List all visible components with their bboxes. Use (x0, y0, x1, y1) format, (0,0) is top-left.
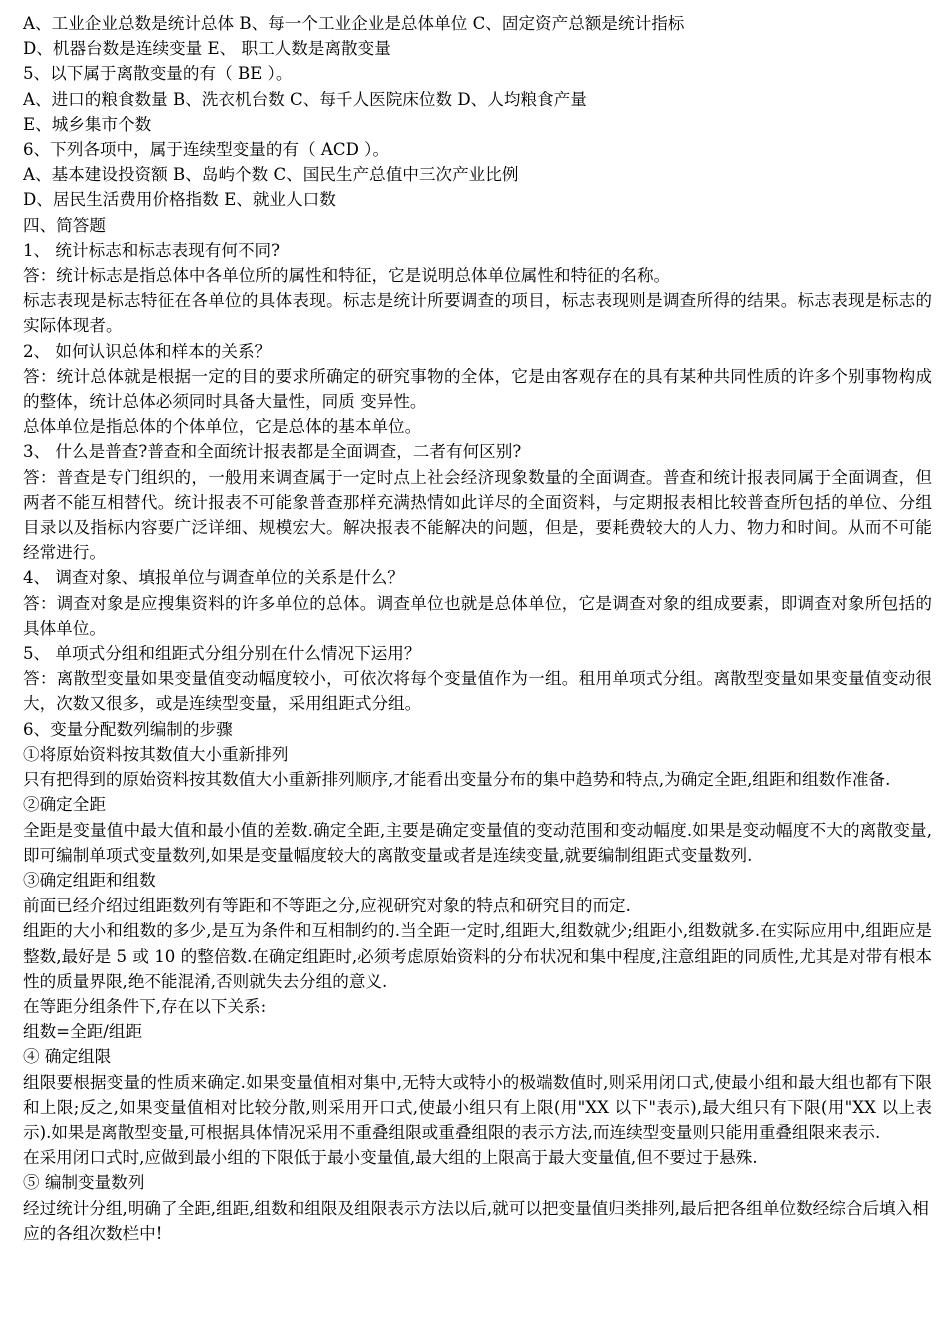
text-line: 答：统计标志是指总体中各单位所的属性和特征，它是说明总体单位属性和特征的名称。 (23, 266, 671, 286)
text-line: 5、 单项式分组和组距式分组分别在什么情况下运用？ (23, 644, 421, 664)
text-line: 1、 统计标志和标志表现有何不同? (23, 240, 281, 260)
text-line: ④ 确定组限 (23, 1047, 112, 1067)
text-line: 2、 如何认识总体和样本的关系？ (23, 341, 272, 361)
text-paragraph: 组距的大小和组数的多少,是互为条件和互相制约的.当全距一定时,组距大,组数就少;组距小,组数就多.在实际应用中,组距应是整数,最好是 5 或 10 的整倍数.在确定组距时,必须考虑原始资料的分布状况和集中程度,注意组距的同质性,尤其是对带有根本性的质量界限,绝不能混淆,否则就失去分组的意义. (23, 921, 932, 991)
text-line: 四、简答题 (23, 215, 106, 235)
text-paragraph: 经过统计分组,明确了全距,组距,组数和组限及组限表示方法以后,就可以把变量值归类排列,最后把各组单位数经综合后填入相应的各组次数栏中! (23, 1198, 929, 1243)
text-line: A、进口的粮食数量 B、洗衣机台数 C、每千人医院床位数 D、人均粮食产量 (23, 89, 587, 109)
text-paragraph: 只有把得到的原始资料按其数值大小重新排列顺序,才能看出变量分布的集中趋势和特点,为确定全距,组距和组数作准备. (23, 770, 891, 790)
text-line: D、居民生活费用价格指数 E、就业人口数 (23, 190, 336, 210)
text-line: ⑤ 编制变量数列 (23, 1173, 145, 1193)
text-line: A、基本建设投资额 B、岛屿个数 C、国民生产总值中三次产业比例 (23, 165, 519, 185)
text-line: 3、 什么是普查?普查和全面统计报表都是全面调查，二者有何区别? (23, 442, 522, 462)
text-paragraph: 全距是变量值中最大值和最小值的差数.确定全距,主要是确定变量值的变动范围和变动幅度.如果是变动幅度不大的离散变量,即可编制单项式变量数列,如果是变量幅度较大的离散变量或者是连续变量,就要编制组距式变量数列. (23, 820, 932, 865)
text-line: 5、以下属于离散变量的有（ BE ）。 (23, 64, 293, 84)
text-paragraph: 答：离散型变量如果变量值变动幅度较小，可依次将每个变量值作为一组。租用单项式分组。离散型变量如果变量值变动很大，次数又很多，或是连续型变量，采用组距式分组。 (23, 669, 932, 714)
text-line: 在等距分组条件下,存在以下关系: (23, 996, 267, 1016)
text-line: 6、变量分配数列编制的步骤 (23, 719, 233, 739)
text-line: 前面已经介绍过组距数列有等距和不等距之分,应视研究对象的特点和研究目的而定. (23, 896, 631, 916)
text-paragraph: 标志表现是标志特征在各单位的具体表现。标志是统计所要调查的项目，标志表现则是调查所得的结果。标志表现是标志的实际体现者。 (23, 291, 932, 336)
text-line: 在采用闭口式时,应做到最小组的下限低于最小变量值,最大组的上限高于最大变量值,但不要过于悬殊. (23, 1148, 758, 1168)
text-paragraph: 答：调查对象是应搜集资料的许多单位的总体。调查单位也就是总体单位，它是调查对象的组成要素，即调查对象所包括的具体单位。 (23, 593, 932, 638)
text-line: 6、下列各项中，属于连续型变量的有（ ACD ）。 (23, 140, 390, 160)
text-line: 总体单位是指总体的个体单位，它是总体的基本单位。 (23, 417, 422, 437)
text-paragraph: 答：统计总体就是根据一定的目的要求所确定的研究事物的全体，它是由客观存在的具有某种共同性质的许多个别事物构成的整体，统计总体必须同时具备大量性，同质 变异性。 (23, 366, 932, 412)
text-paragraph: 答：普查是专门组织的，一般用来调查属于一定时点上社会经济现象数量的全面调查。普查和统计报表同属于全面调查，但两者不能互相替代。统计报表不可能象普查那样充满热情如此详尽的全面资料，与定期报表相比较普查所包括的单位、分组目录以及指标内容要广泛详细、规模宏大。解决报表不能解决的问题，但是，要耗费较大的人力、物力和时间。从而不可能经常进行。 (23, 467, 932, 563)
text-line: D、机器台数是连续变量 E、 职工人数是离散变量 (23, 39, 391, 59)
text-line: 4、 调查对象、填报单位与调查单位的关系是什么？ (23, 568, 404, 588)
text-line: E、城乡集市个数 (23, 114, 152, 134)
text-line: ②确定全距 (23, 795, 106, 815)
text-line: A、工业企业总数是统计总体 B、每一个工业企业是总体单位 C、固定资产总额是统计指标 (23, 14, 685, 33)
text-line: ③确定组距和组数 (23, 870, 156, 890)
text-line: 组数=全距/组距 (23, 1022, 143, 1042)
text-line: ①将原始资料按其数值大小重新排列 (23, 744, 289, 764)
text-paragraph: 组限要根据变量的性质来确定.如果变量值相对集中,无特大或特小的极端数值时,则采用闭口式,使最小组和最大组也都有下限和上限;反之,如果变量值相对比较分散,则采用开口式,使最小组只有上限(用"XX 以下"表示),最大组只有下限(用"XX 以上表示).如果是离散型变量,可根据具体情况采用不重叠组限或重叠组限的表示方法,而连续型变量则只能用重叠组限来表示. (23, 1072, 932, 1142)
